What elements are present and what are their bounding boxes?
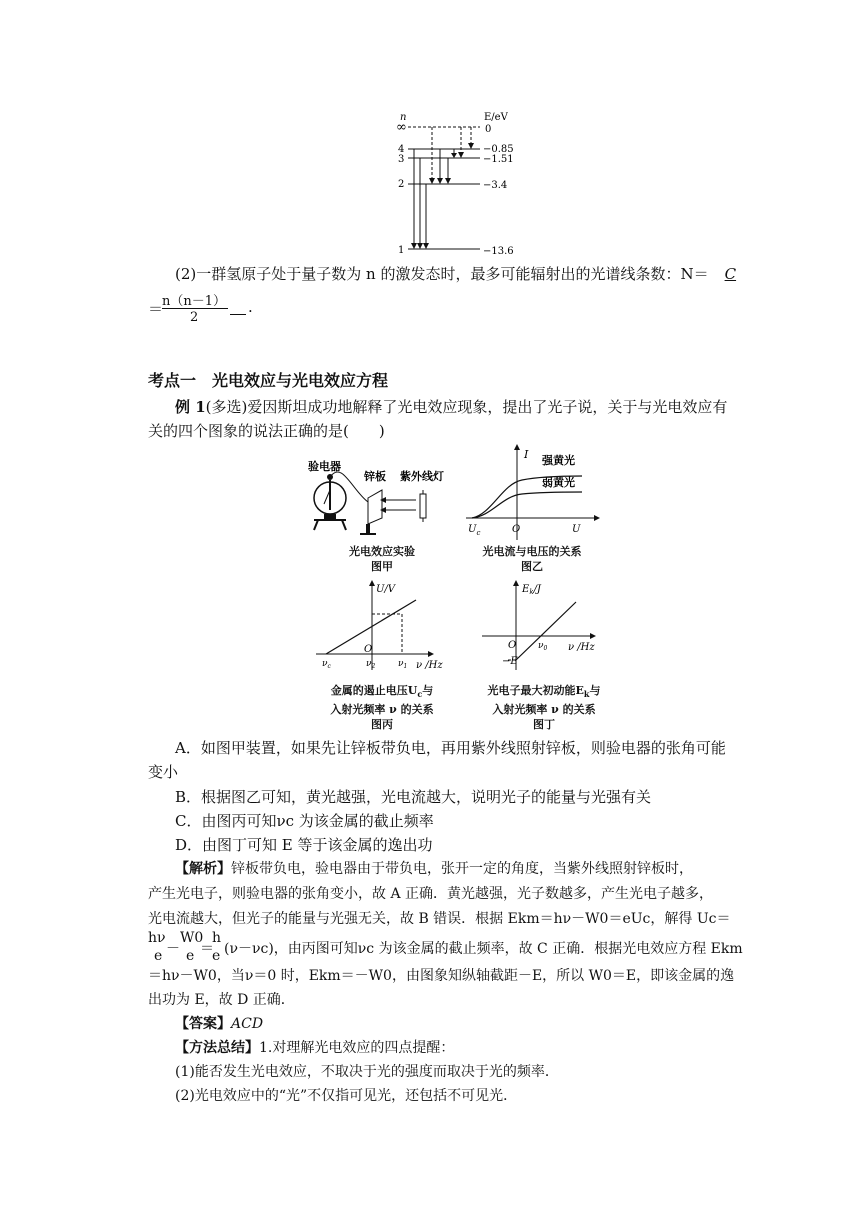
method-point1: (1)能否发生光电效应，不取决于光的强度而取决于光的频率． — [175, 1064, 559, 1080]
level-2-n: 2 — [398, 179, 405, 190]
e-axis-label: E/eV — [484, 112, 508, 123]
analysis-line2: 产生光电子，则验电器的张角变小，故 A 正确．黄光越强，光子数越多，产生光电子越多， — [148, 886, 714, 902]
formula-numerator: n（n－1） — [162, 294, 227, 309]
ding-origin: O — [508, 640, 517, 651]
bing-x-label: ν /Hz — [416, 660, 443, 671]
n-axis-label: n — [400, 112, 407, 123]
level-inf-n: ∞ — [396, 120, 407, 135]
analysis-line6: 出功为 E，故 D 正确． — [148, 992, 295, 1008]
level-inf-e: 0 — [485, 124, 492, 135]
section-title: 考点一 光电效应与光电效应方程 — [148, 371, 389, 390]
zinc-label: 锌板 — [364, 470, 386, 483]
analysis-label: 【解析】 — [175, 861, 231, 877]
figure-ding-svg — [478, 580, 608, 675]
figure-yi-caption: 光电流与电压的关系 图乙 — [482, 545, 582, 573]
yi-x-label: U — [572, 524, 581, 535]
energy-level-svg — [390, 108, 530, 258]
ding-y-label: $E_k/J$ — [522, 584, 541, 596]
method-label: 【方法总结】 — [175, 1040, 259, 1056]
example-label: 例 1 — [175, 398, 206, 416]
method-line1: 【方法总结】1.对理解光电效应的四点提醒： — [175, 1040, 455, 1056]
ding-neg-e: −E — [502, 656, 518, 667]
yi-origin: O — [512, 524, 521, 535]
figure-yi — [462, 444, 602, 544]
analysis-line5: ＝hν－W0，当ν＝0 时，Ekm＝－W0，由图象知纵轴截距－E，所以 W0＝E，即该金属的逸 — [148, 968, 735, 984]
bing-v1-label: $\nu_1$ — [398, 659, 408, 670]
electroscope-label: 验电器 — [308, 460, 341, 473]
answer-label: 【答案】 — [175, 1016, 231, 1032]
yi-weak-label: 弱黄光 — [542, 476, 575, 489]
ding-x-label: ν /Hz — [568, 642, 595, 653]
figure-ding-caption: 光电子最大初动能$E_k$与 入射光频率 ν 的关系 图丁 — [487, 684, 601, 732]
para2-formula: ＝ n（n－1） 2 . — [148, 290, 258, 330]
analysis-line4: hν e － W0 e ＝ h e (ν－νc)，由丙图可知νc 为该金属的截止频率，故 C 正确．根据光电效应方程 Ekm — [148, 930, 743, 964]
bing-y-label: U/V — [376, 584, 396, 595]
figure-bing — [312, 580, 452, 675]
yi-strong-label: 强黄光 — [542, 454, 575, 467]
option-a-line1: A．如图甲装置，如果先让锌板带负电，再用紫外线照射锌板，则验电器的张角可能 — [175, 739, 726, 757]
level-4-e: −0.85 — [483, 144, 514, 155]
figure-bing-svg — [312, 580, 452, 675]
option-d: D．由图丁可知 E 等于该金属的逸出功 — [175, 836, 433, 854]
figure-jia-caption: 光电效应实验 图甲 — [349, 545, 415, 573]
level-1-e: −13.6 — [483, 246, 514, 257]
para2-text: (2)一群氢原子处于量子数为 n 的激发态时，最多可能辐射出的光谱线条数：N＝ — [175, 265, 709, 283]
figure-yi-svg — [462, 444, 602, 544]
bing-origin: O — [364, 644, 373, 655]
level-1-n: 1 — [398, 245, 405, 256]
bing-vc-label: $\nu_c$ — [322, 659, 331, 670]
yi-uc-label: $U_c$ — [468, 524, 481, 537]
para2-line — [175, 264, 736, 284]
analysis-line3: 光电流越大，但光子的能量与光强无关，故 B 错误．根据 Ekm＝hν－W0＝eUc，解得 Uc＝ — [148, 911, 731, 927]
level-4-n: 4 — [398, 144, 405, 155]
level-3-n: 3 — [398, 154, 405, 165]
option-b: B．根据图乙可知，黄光越强，光电流越大，说明光子的能量与光强有关 — [175, 788, 652, 806]
figure-ding — [478, 580, 608, 675]
formula-denominator: 2 — [190, 310, 199, 325]
analysis-line1: 【解析】锌板带负电，验电器由于带负电，张开一定的角度，当紫外线照射锌板时， — [175, 861, 693, 877]
method-point2: (2)光电效应中的“光”不仅指可见光，还包括不可见光． — [175, 1088, 518, 1104]
answer-value: ACD — [231, 1016, 264, 1032]
option-c: C．由图丙可知νc 为该金属的截止频率 — [175, 812, 434, 830]
level-3-e: −1.51 — [483, 154, 514, 165]
figure-bing-caption: 金属的遏止电压$U_c$与 入射光频率 ν 的关系 图丙 — [330, 684, 434, 732]
energy-level-diagram — [390, 108, 530, 258]
uv-lamp-label: 紫外线灯 — [400, 470, 444, 483]
example-line1: 例 1(多选)爱因斯坦成功地解释了光电效应现象，提出了光子说，关于与光电效应有 — [175, 398, 728, 416]
answer-line — [175, 1014, 263, 1034]
bing-v2-label: $\nu_2$ — [366, 659, 376, 670]
level-2-e: −3.4 — [483, 180, 508, 191]
option-a-line2: 变小 — [148, 763, 179, 781]
example-line2: 关的四个图象的说法正确的是( ) — [148, 422, 385, 440]
yi-y-label: I — [524, 448, 529, 461]
ding-v0-label: $\nu_0$ — [538, 641, 548, 652]
para2-blank: C — [724, 265, 737, 283]
